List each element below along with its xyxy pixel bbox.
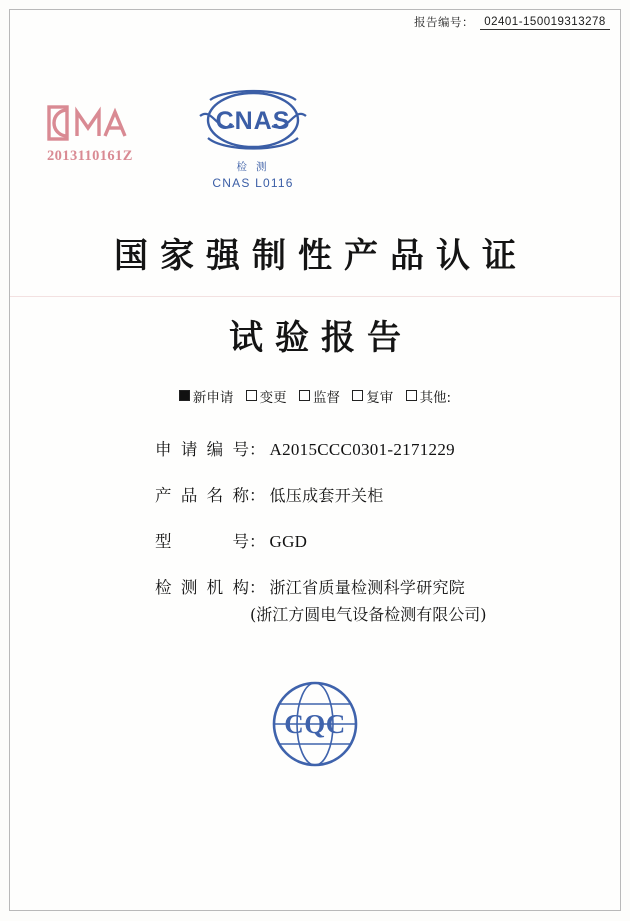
checkbox-label: 其他:: [419, 390, 452, 406]
field-label: 型 号: [155, 532, 249, 551]
report-number-value: 02401-150019313278: [480, 16, 610, 30]
field-colon: ：: [249, 440, 266, 459]
field-testing-organization-secondary: (浙江方圆电气设备检测有限公司): [250, 605, 487, 624]
checkbox-option-2[interactable]: [299, 386, 340, 406]
checkbox-option-1[interactable]: [246, 386, 287, 406]
page-subtitle: 试验报告: [229, 318, 413, 358]
field-model: [0, 528, 630, 552]
checkbox-icon[interactable]: [179, 390, 190, 401]
checkbox-option-0[interactable]: [179, 386, 234, 406]
cnas-number: CNAS L0116: [212, 176, 294, 190]
field-value: 低压成套开关柜: [269, 486, 384, 505]
cnas-mark: [188, 86, 318, 190]
cma-mark: [47, 104, 157, 165]
field-list: [0, 436, 630, 647]
checkbox-label: 变更: [259, 390, 287, 406]
field-product-name: [0, 482, 630, 506]
field-value: GGD: [269, 532, 308, 551]
checkbox-label: 复审: [366, 390, 394, 406]
field-value: A2015CCC0301-2171229: [269, 440, 455, 459]
field-value: 浙江省质量检测科学研究院: [269, 578, 466, 597]
field-label: 申请编号: [155, 440, 249, 459]
scan-artifact: [10, 296, 620, 297]
checkbox-label: 监督: [312, 390, 340, 406]
cnas-sub-label: 检 测: [236, 161, 270, 173]
checkbox-label: 新申请: [192, 390, 234, 406]
checkbox-icon[interactable]: [299, 390, 310, 401]
checkbox-icon[interactable]: [246, 390, 257, 401]
cnas-logo-icon: [188, 86, 318, 163]
page-title: 国家强制性产品认证: [114, 236, 528, 276]
field-colon: ：: [249, 486, 266, 505]
certification-marks: [0, 86, 630, 196]
field-colon: ：: [249, 578, 266, 597]
field-application-number: [0, 436, 630, 460]
checkbox-option-3[interactable]: [352, 386, 393, 406]
checkbox-option-4[interactable]: [406, 386, 452, 406]
field-label: 产品名称: [155, 486, 249, 505]
cma-logo-icon: [47, 104, 129, 140]
checkbox-icon[interactable]: [352, 390, 363, 401]
cqc-seal-icon: [263, 672, 367, 776]
field-label: 检测机构: [155, 578, 249, 597]
svg-text:CNAS: CNAS: [215, 107, 291, 135]
application-type-row: [0, 386, 630, 406]
field-testing-organization: [0, 574, 630, 598]
report-number-label: 报告编号：: [414, 17, 474, 29]
field-colon: ：: [249, 532, 266, 551]
checkbox-icon[interactable]: [406, 390, 417, 401]
report-number: [414, 14, 610, 30]
svg-text:CQC: CQC: [284, 709, 346, 739]
cma-code: 2013110161Z: [47, 148, 133, 164]
